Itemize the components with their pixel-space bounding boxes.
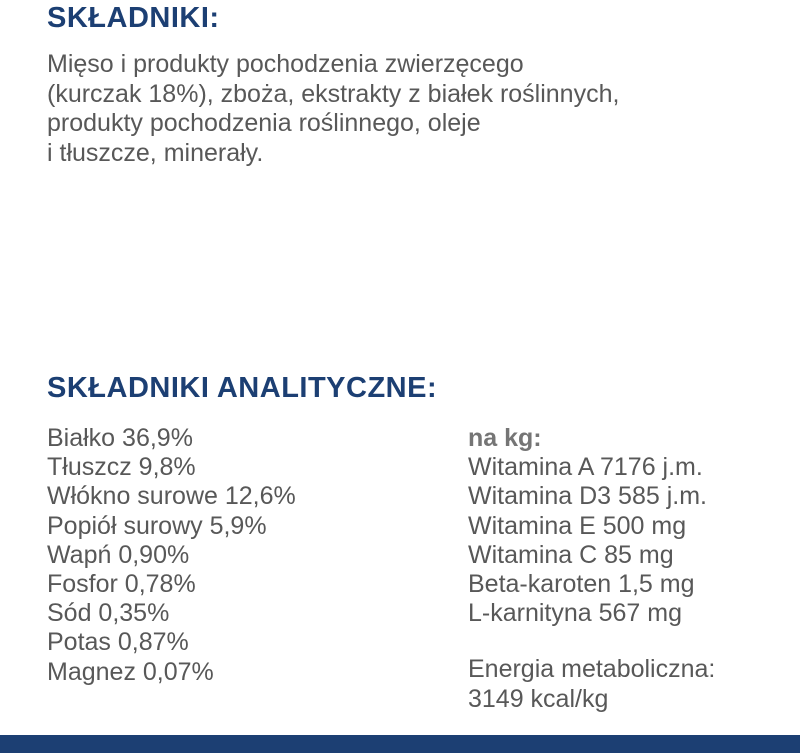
analytical-item: Tłuszcz 9,8% <box>47 453 196 482</box>
analytical-item: Potas 0,87% <box>47 628 189 657</box>
vitamin-item: Beta-karoten 1,5 mg <box>468 570 695 599</box>
vitamin-item: Witamina E 500 mg <box>468 511 687 540</box>
footer-bar <box>0 735 800 753</box>
analytical-heading: SKŁADNIKI ANALITYCZNE: <box>47 372 438 404</box>
analytical-item: Fosfor 0,78% <box>47 570 196 599</box>
vitamin-item: Witamina A 7176 j.m. <box>468 453 703 482</box>
energy-value: 3149 kcal/kg <box>468 684 609 713</box>
analytical-item: Sód 0,35% <box>47 599 170 628</box>
analytical-item: Włókno surowe 12,6% <box>47 482 296 511</box>
analytical-list-left <box>47 424 296 687</box>
ingredients-heading: SKŁADNIKI: <box>47 2 220 34</box>
vitamin-item: Witamina C 85 mg <box>468 540 674 569</box>
ingredients-line: (kurczak 18%), zboża, ekstrakty z białek roślinnych, <box>47 79 620 108</box>
ingredients-line: produkty pochodzenia roślinnego, oleje <box>47 109 481 137</box>
analytical-item: Białko 36,9% <box>47 424 193 452</box>
analytical-item: Wapń 0,90% <box>47 540 190 569</box>
ingredients-line: Mięso i produkty pochodzenia zwierzęcego <box>47 50 524 78</box>
analytical-list-right <box>468 424 707 628</box>
analytical-item: Magnez 0,07% <box>47 657 214 686</box>
vitamin-item: Witamina D3 585 j.m. <box>468 482 707 511</box>
metabolic-energy <box>468 655 715 714</box>
ingredients-paragraph <box>47 50 787 168</box>
analytical-item: Popiół surowy 5,9% <box>47 511 267 540</box>
vitamin-item: L-karnityna 567 mg <box>468 599 683 628</box>
energy-label: Energia metaboliczna: <box>468 655 716 683</box>
per-kg-label: na kg: <box>468 424 542 452</box>
ingredients-line: i tłuszcze, minerały. <box>47 138 264 167</box>
